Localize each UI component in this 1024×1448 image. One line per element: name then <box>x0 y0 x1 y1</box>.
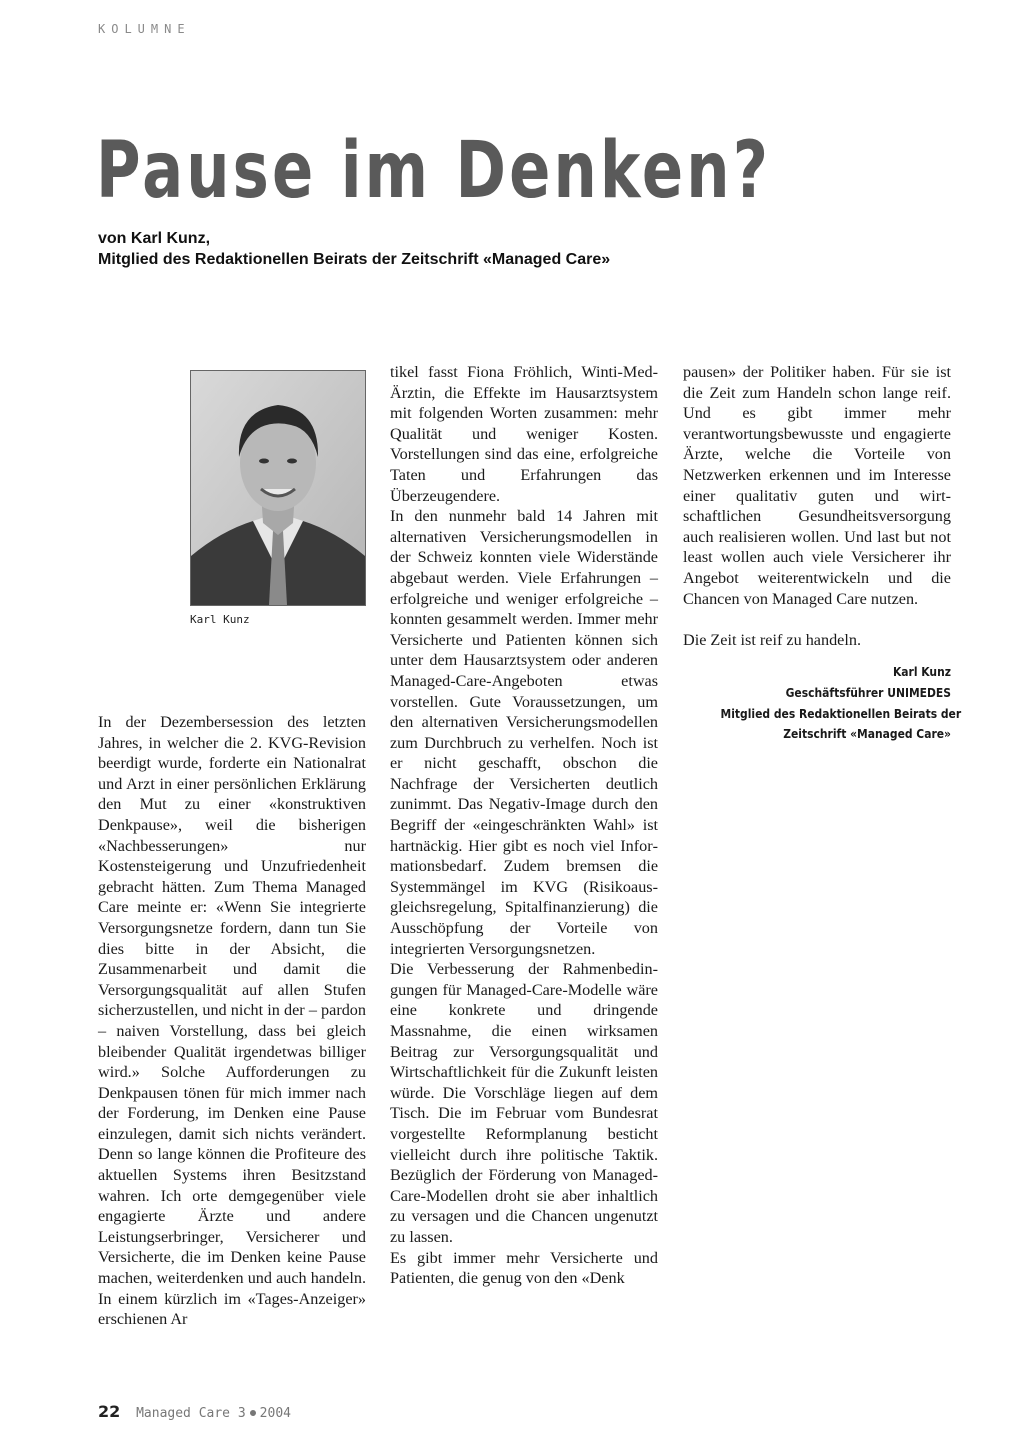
author-photo <box>190 370 366 606</box>
paragraph: Die Verbesserung der Rahmenbedingungen für Managed-Care-Modelle wäre eine konkrete und dringende Massnahme, die einen wirksamen Beitrag zur Versorgungsqualität und Wirtschaftlichkeit für die Zukunft leisten würde. Die Vorschläge liegen auf dem Tisch. Die im Februar vom Bundesrat vorgestellte Reformplanung besticht vielleicht durch ihre politische Taktik. Bezüglich der Förderung von Managed-Care-Modellen droht sie aber inhaltlich zu versagen und die Chancen ungenutzt zu lassen. <box>390 960 658 1246</box>
author-signature <box>720 662 962 744</box>
byline-author: von Karl Kunz, <box>98 230 211 247</box>
issue-number: 3 <box>237 1406 246 1421</box>
paragraph: pausen» der Politiker haben. Für sie ist die Zeit zum Handeln schon lange reif. Und es gibt immer mehr verantwortungsbewusste und engagierte Ärzte, welche die Vorteile von Netzwerken erkennen und im Interesse einer qualitativ guten und wirtschaftlichen Gesundheitsversorgung auch realisieren wollen. Und last but not least wollen auch viele Versicherer ihr Angebot weiterentwickeln und die Chancen von Managed Care nutzen. <box>683 363 951 608</box>
paragraph: Es gibt immer mehr Versicherte und Patienten, die genug von den «Denk <box>390 1248 658 1288</box>
signature-board-line2: Zeitschrift «Managed Care» <box>783 726 951 742</box>
page-number: 22 <box>98 1402 121 1421</box>
paragraph: In den nunmehr bald 14 Jahren mit alternativen Versicherungsmodellen in der Schweiz konnten viele Widerstände abgebaut werden. Viele Erfahrungen – erfolgreiche und weniger erfolgreiche – konnten gesammelt werden. Immer mehr Versicherte und Patienten können sich unter dem Hausarztsystem oder anderen Managed-Care-Angeboten etwas vorstellen. Gute Voraussetzungen, um den alternativen Versicherungsmodellen zum Durchbruch zu verhelfen. Noch ist er nicht geschafft, obschon die Nachfrage der Versicherten deutlich zunimmt. Das Negativ-Image durch den Begriff der «eingeschränkten Wahl» ist hartnäckig. Hier gibt es noch viel Informationsbedarf. Zudem bremsen die Systemmängel im KVG (Risikoausgleichsregelung, Spitalfinanzierung) die Ausschöpfung der Vorteile von integrierten Versorgungsnetzen. <box>390 507 658 958</box>
page-footer <box>98 1402 291 1421</box>
issue-year: 2004 <box>259 1406 291 1421</box>
signature-role: Geschäftsführer UNIMEDES <box>785 684 951 700</box>
section-label: KOLUMNE <box>98 22 191 36</box>
article-column-2 <box>390 362 658 1289</box>
author-portrait-image <box>191 371 365 605</box>
photo-caption: Karl Kunz <box>190 613 250 626</box>
signature-board-line1: Mitglied des Redaktionellen Beirats der <box>720 705 962 721</box>
signature-name: Karl Kunz <box>892 664 951 680</box>
article-column-1 <box>98 712 366 1330</box>
article-column-3 <box>683 362 962 745</box>
byline <box>98 228 610 270</box>
article-title: Pause im Denken? <box>96 126 772 216</box>
separator-dot-icon <box>250 1410 256 1416</box>
closing-line: Die Zeit ist reif zu handeln. <box>683 630 861 649</box>
paragraph: In der Dezembersession des letzten Jahres, in welcher die 2. KVG-Revision beerdigt wurde, forderte ein Nationalrat und Arzt in einer persönlichen Erklärung den Mut zu einer «konstruktiven Denkpause», weil die bisherigen «Nachbesserungen» nur Kostensteigerung und Unzufriedenheit gebracht hätten. Zum Thema Managed Care meinte er: «Wenn Sie integrierte Versorgungsnetze fordern, dann tun Sie dies bitte in der Absicht, die Zusammenarbeit und damit die Versorgungsqualität auf allen Stufen sicherzustellen, und nicht in der – pardon – naiven Vorstellung, dass bei gleich bleibender Qualität irgendetwas billiger wird.» Solche Aufforderungen zu Denkpausen tönen für mich immer nach der Forderung, im Denken eine Pause einzulegen, damit sich nichts verändert. Denn so lange können die Profiteure des aktuellen Systems ihren Besitzstand wahren. Ich orte demgegenüber viele engagierte Ärzte und andere Leistungserbringer, Versicherer und Versicherte, die im Denken keine Pause machen, weiterdenken und auch handeln. In einem kürzlich im «Tages-Anzeiger» erschienen Ar <box>98 713 366 1329</box>
journal-name: Managed Care <box>136 1406 231 1421</box>
paragraph: tikel fasst Fiona Fröhlich, Winti-Med-Ärztin, die Effekte im Hausarztsystem mit folgenden Worten zusammen: mehr Qualität und weniger Kosten. Vorstellungen sind das eine, erfolgreiche Taten und Erfahrungen das Überzeugendere. <box>390 363 658 505</box>
byline-affiliation: Mitglied des Redaktionellen Beirats der Zeitschrift «Managed Care» <box>98 251 611 268</box>
